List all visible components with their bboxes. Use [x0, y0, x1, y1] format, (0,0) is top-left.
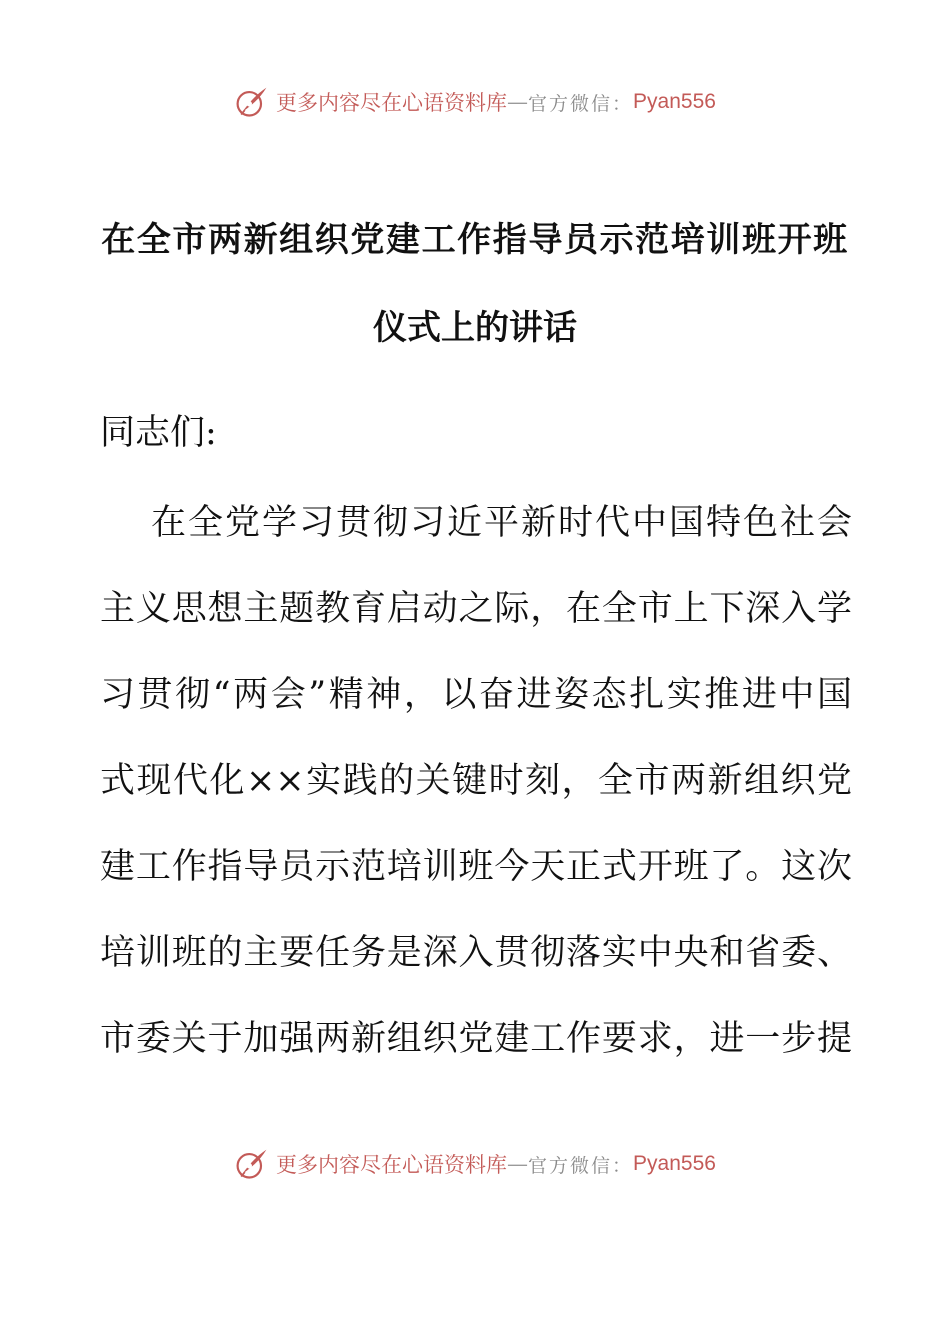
body-line-3: 习贯彻“两会”精神，以奋进姿态扎实推进中国 [100, 675, 852, 715]
salutation: 同志们: [100, 413, 217, 453]
watermark-wechat-id: Pyan556 [633, 90, 716, 113]
footer-watermark [0, 1144, 950, 1184]
body-line-5: 建工作指导员示范培训班今天正式开班了。这次 [100, 847, 852, 887]
watermark-dash: — [507, 90, 529, 114]
document-title-line-1: 在全市两新组织党建工作指导员示范培训班开班 [101, 220, 849, 260]
watermark-wechat-label: 官方微信： [528, 92, 634, 115]
header-watermark [0, 82, 950, 122]
body-line-7: 市委关于加强两新组织党建工作要求，进一步提 [100, 1019, 852, 1059]
watermark-dash: — [507, 1152, 529, 1176]
watermark-wechat-label: 官方微信： [528, 1154, 634, 1177]
body-line-6: 培训班的主要任务是深入贯彻落实中央和省委、 [100, 933, 852, 973]
quill-logo-icon [234, 1146, 270, 1182]
body-line-4: 式现代化××实践的关键时刻，全市两新组织党 [100, 761, 852, 801]
watermark-text: 更多内容尽在心语资料库 [276, 1153, 508, 1177]
quill-logo-icon [234, 84, 270, 120]
body-line-1: 在全党学习贯彻习近平新时代中国特色社会 [151, 503, 852, 543]
body-line-2: 主义思想主题教育启动之际，在全市上下深入学 [100, 589, 852, 629]
watermark-wechat-id: Pyan556 [633, 1152, 716, 1175]
document-title-line-2: 仪式上的讲话 [373, 308, 577, 348]
watermark-text: 更多内容尽在心语资料库 [276, 91, 508, 115]
